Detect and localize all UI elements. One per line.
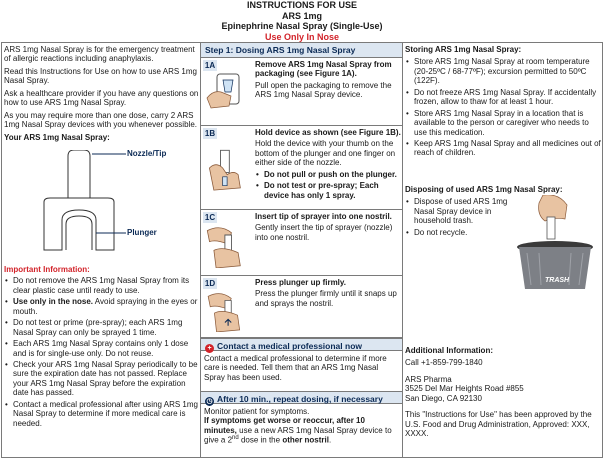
approval-text: This "Instructions for Use" has been approved by the U.S. Food and Drug Administration, Approved: XXX, XXXX. bbox=[405, 410, 592, 439]
list-item: • Store ARS 1mg Nasal Spray in a location that is available to the person or caregiver who needs to use this medication. bbox=[405, 109, 601, 137]
address-line: San Diego, CA 92130 bbox=[405, 393, 482, 403]
remove-package-icon bbox=[205, 72, 243, 112]
step-label: 1A bbox=[204, 61, 216, 70]
list-item: • Use only in the nose. Avoid spraying in the eyes or mouth. bbox=[4, 297, 199, 316]
step-text: Press plunger up firmly. Press the plunger firmly until it snaps up and sprays the nostril. bbox=[255, 278, 397, 308]
list-item: • Do not recycle. bbox=[405, 228, 517, 237]
plus-icon: + bbox=[205, 344, 214, 353]
intro-paragraph: Ask a healthcare provider if you have any questions on how to use ARS 1mg Nasal Spray. bbox=[4, 88, 199, 108]
intro-paragraph: As you may require more than one dose, carry 2 ARS 1mg Nasal Spray devices with you whenever possible. bbox=[4, 110, 197, 130]
list-item: • Do not test or prime (pre-spray); each ARS 1mg Nasal Spray can only be sprayed 1 time. bbox=[4, 318, 199, 337]
header-title: INSTRUCTIONS FOR USE bbox=[246, 0, 357, 10]
trash-can-icon bbox=[515, 195, 595, 290]
device-diagram bbox=[4, 150, 199, 260]
document-header bbox=[0, 0, 604, 42]
phone-number: Call +1-859-799-1840 bbox=[405, 358, 483, 368]
step-1d bbox=[201, 276, 402, 338]
important-heading: Important Information: bbox=[4, 265, 90, 274]
clock-icon: ◷ bbox=[206, 398, 213, 405]
list-item: • Keep ARS 1mg Nasal Spray and all medicines out of reach of children. bbox=[405, 139, 601, 158]
step-1c bbox=[201, 210, 402, 276]
address-line: 3525 Del Mar Heights Road #855 bbox=[405, 384, 524, 394]
step1-heading: Step 1: Dosing ARS 1mg Nasal Spray bbox=[201, 43, 402, 58]
step-label: 1C bbox=[204, 213, 216, 222]
storing-heading: Storing ARS 1mg Nasal Spray: bbox=[405, 45, 522, 54]
right-column bbox=[405, 45, 601, 160]
step-1b bbox=[201, 126, 402, 210]
list-item: • Do not test or pre-spray; Each device has only 1 spray. bbox=[255, 181, 401, 200]
step-label: 1D bbox=[204, 279, 216, 288]
insert-nostril-icon bbox=[205, 224, 247, 268]
contact-text: Contact a medical professional to determine if more care is needed. Tell them that an ARS 1mg Nasal Spray has been used. bbox=[204, 354, 387, 382]
list-item: • Do not pull or push on the plunger. bbox=[255, 170, 401, 179]
step-text: Insert tip of sprayer into one nostril. Gently insert the tip of sprayer (nozzle) into one nostril. bbox=[255, 212, 393, 242]
intro-paragraph: Read this Instructions for Use on how to use ARS 1mg Nasal Spray. bbox=[4, 66, 197, 86]
step-text: Hold device as shown (see Figure 1B). Hold the device with your thumb on the bottom of the plunger and one finger on either side of the nozzle. • Do not pull or push on the plunger. • Do not test or pre-spray; Each device has only 1 spray. bbox=[255, 128, 401, 202]
header-subtitle: Epinephrine Nasal Spray (Single-Use) bbox=[221, 21, 383, 32]
repeat-text: Monitor patient for symptoms. If symptoms get worse or reoccur, after 10 minutes, use a new ARS 1mg Nasal Spray device to give a 2nd dose in the other nostril. bbox=[204, 407, 392, 445]
device-heading: Your ARS 1mg Nasal Spray: bbox=[4, 132, 110, 142]
hold-device-icon bbox=[205, 140, 247, 196]
left-column bbox=[4, 45, 199, 145]
list-item: • Each ARS 1mg Nasal Spray contains only 1 dose and is for single-use only. Do not reuse. bbox=[4, 339, 199, 358]
intro-paragraph: ARS 1mg Nasal Spray is for the emergency treatment of allergic reactions including anaphylaxis. bbox=[4, 45, 195, 64]
list-item: • Check your ARS 1mg Nasal Spray periodically to be sure the expiration date has not passed. Replace your ARS 1mg Nasal Spray before the expiration date has passed. bbox=[4, 360, 199, 398]
list-item: • Contact a medical professional after using ARS 1mg Nasal Spray to determine if more medical care is needed. bbox=[4, 400, 199, 428]
important-section bbox=[4, 265, 199, 430]
disposing-list bbox=[405, 197, 517, 237]
list-item: • Dispose of used ARS 1mg Nasal Spray device in household trash. bbox=[405, 197, 517, 225]
press-plunger-icon bbox=[205, 290, 247, 332]
header-product: ARS 1mg bbox=[281, 10, 322, 21]
contact-heading: + Contact a medical professional now bbox=[201, 338, 402, 351]
header-warning: Use Only In Nose bbox=[264, 31, 340, 42]
repeat-heading: ◷ After 10 min., repeat dosing, if necessary bbox=[201, 391, 402, 404]
trash-illustration bbox=[515, 195, 595, 290]
storing-list bbox=[405, 57, 601, 157]
column-divider-2 bbox=[402, 42, 403, 458]
nasal-spray-device-icon bbox=[4, 150, 199, 260]
additional-section bbox=[405, 346, 601, 441]
company-name: ARS Pharma bbox=[405, 374, 452, 384]
middle-column bbox=[201, 43, 402, 58]
list-item: • Do not remove the ARS 1mg Nasal Spray from its clear plastic case until ready to use. bbox=[4, 276, 199, 295]
nozzle-label: Nozzle/Tip bbox=[127, 149, 167, 158]
list-item: • Do not freeze ARS 1mg Nasal Spray. If accidentally frozen, allow to thaw for at least 1 hour. bbox=[405, 88, 601, 107]
important-list bbox=[4, 276, 199, 428]
plunger-label: Plunger bbox=[127, 228, 157, 237]
step-1a bbox=[201, 58, 402, 126]
trash-label: TRASH bbox=[545, 277, 570, 284]
step-text: Remove ARS 1mg Nasal Spray from packaging (see Figure 1A). Pull open the packaging to remove the ARS 1mg Nasal Spray device. bbox=[255, 60, 392, 100]
disposing-heading: Disposing of used ARS 1mg Nasal Spray: bbox=[405, 185, 563, 194]
list-item: • Store ARS 1mg Nasal Spray at room temperature (20-25ºC / 68-77ºF); excursion permitted to 50ºC (122F). bbox=[405, 57, 601, 85]
step-label: 1B bbox=[204, 129, 216, 138]
additional-heading: Additional Information: bbox=[405, 346, 493, 355]
